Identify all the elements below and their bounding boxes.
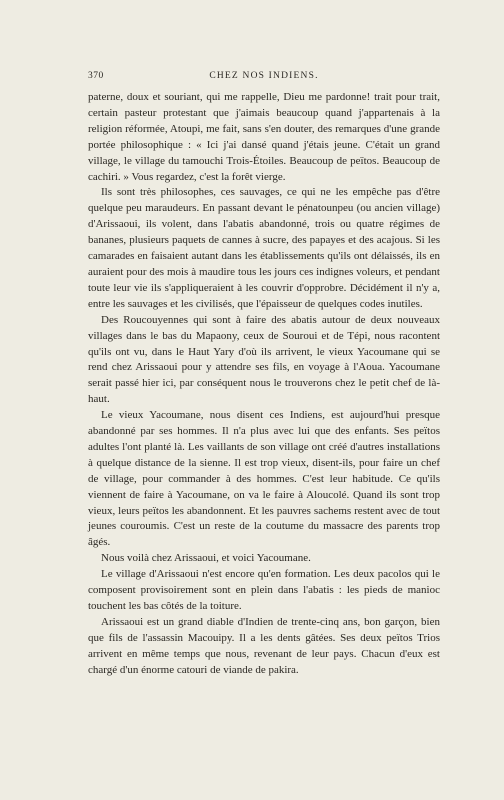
page-number: 370 (88, 71, 104, 81)
chapter-title: CHEZ NOS INDIENS. (209, 71, 319, 81)
paragraph: Arissaoui est un grand diable d'Indien de trente-cinq ans, bon garçon, bien que fils de l'assassin Macouipy. Il a les dents gâtées. Ses deux peïtos Trios arrivent en même temps que nous, revenant de leur pays. Chacun d'eux est chargé d'un énorme catouri de viande de pakira. (88, 615, 440, 676)
body-text (88, 90, 440, 679)
paragraph: Le vieux Yacoumane, nous disent ces Indiens, est aujourd'hui presque abandonné par ses hommes. Il n'a plus avec lui que des enfants. Ses peïtos adultes l'ont planté là. Les vaillants de son village ont créé d'autres installations à quelque distance de la sienne. Il est trop vieux, disent-ils, pour faire un chef de village, pour commander à des hommes. C'est leur habitude. Ce qu'ils viennent de faire à Yacoumane, on va le faire à Aloucolé. Quand ils sont trop vieux, leurs peïtos les abandonnent. Et les pauvres sachems restent avec de tout jeunes couroumis. C'est un reste de la coutume du massacre des parents trop âgés. (88, 409, 440, 549)
paragraph: Ils sont très philosophes, ces sauvages, ce qui ne les empêche pas d'être quelque peu maraudeurs. En passant devant le pénatounpeu (ou ancien village) d'Arissaoui, ils volent, dans l'abatis abandonné, trois ou quatre régimes de bananes, plusieurs paquets de cannes à sucre, des papayes et des acajous. Si les camarades en faisaient autant dans les établissements qu'ils ont délaissés, ils en auraient pour des mois à maudire tous les jours ces indignes voleurs, et pendant toute leur vie ils s'appliqueraient à les couvrir d'opprobre. Décidément il n'y a, entre les sauvages et les civilisés, que l'épaisseur de quelques codes inutiles. (88, 186, 440, 310)
paragraph: Nous voilà chez Arissaoui, et voici Yacoumane. (101, 552, 311, 565)
paragraph: paterne, doux et souriant, qui me rappelle, Dieu me pardonne! trait pour trait, certain pasteur protestant que j'aimais beaucoup quand j'appartenais à la religion réformée, Atoupi, me fait, sans s'en douter, des remarques d'une grande portée philosophique : « Ici j'ai dansé quand j'étais jeune. C'était un grand village, le village du tamouchi Trois-Étoiles. Beaucoup de peïtos. Beaucoup de cachiri. » Vous regardez, c'est la forêt vierge. (88, 91, 440, 183)
paragraph: Le village d'Arissaoui n'est encore qu'en formation. Les deux pacolos qui le composent provisoirement sont en plein dans l'abatis : les pieds de manioc touchent les bas côtés de la toiture. (88, 568, 440, 612)
running-head (88, 71, 440, 83)
paragraph: Des Roucouyennes qui sont à faire des abatis autour de deux nouveaux villages dans le bas du Mapaony, ceux de Souroui et de Tépi, nous racontent qu'ils ont vu, dans le Haut Yary d'où ils arrivent, le vieux Yacoumane qui se rend chez Arissaoui pour y attendre ses fils, en voyage à l'Aoua. Yacoumane serait passé hier ici, par conséquent nous le trouverons chez le petit chef de là-haut. (88, 313, 440, 406)
